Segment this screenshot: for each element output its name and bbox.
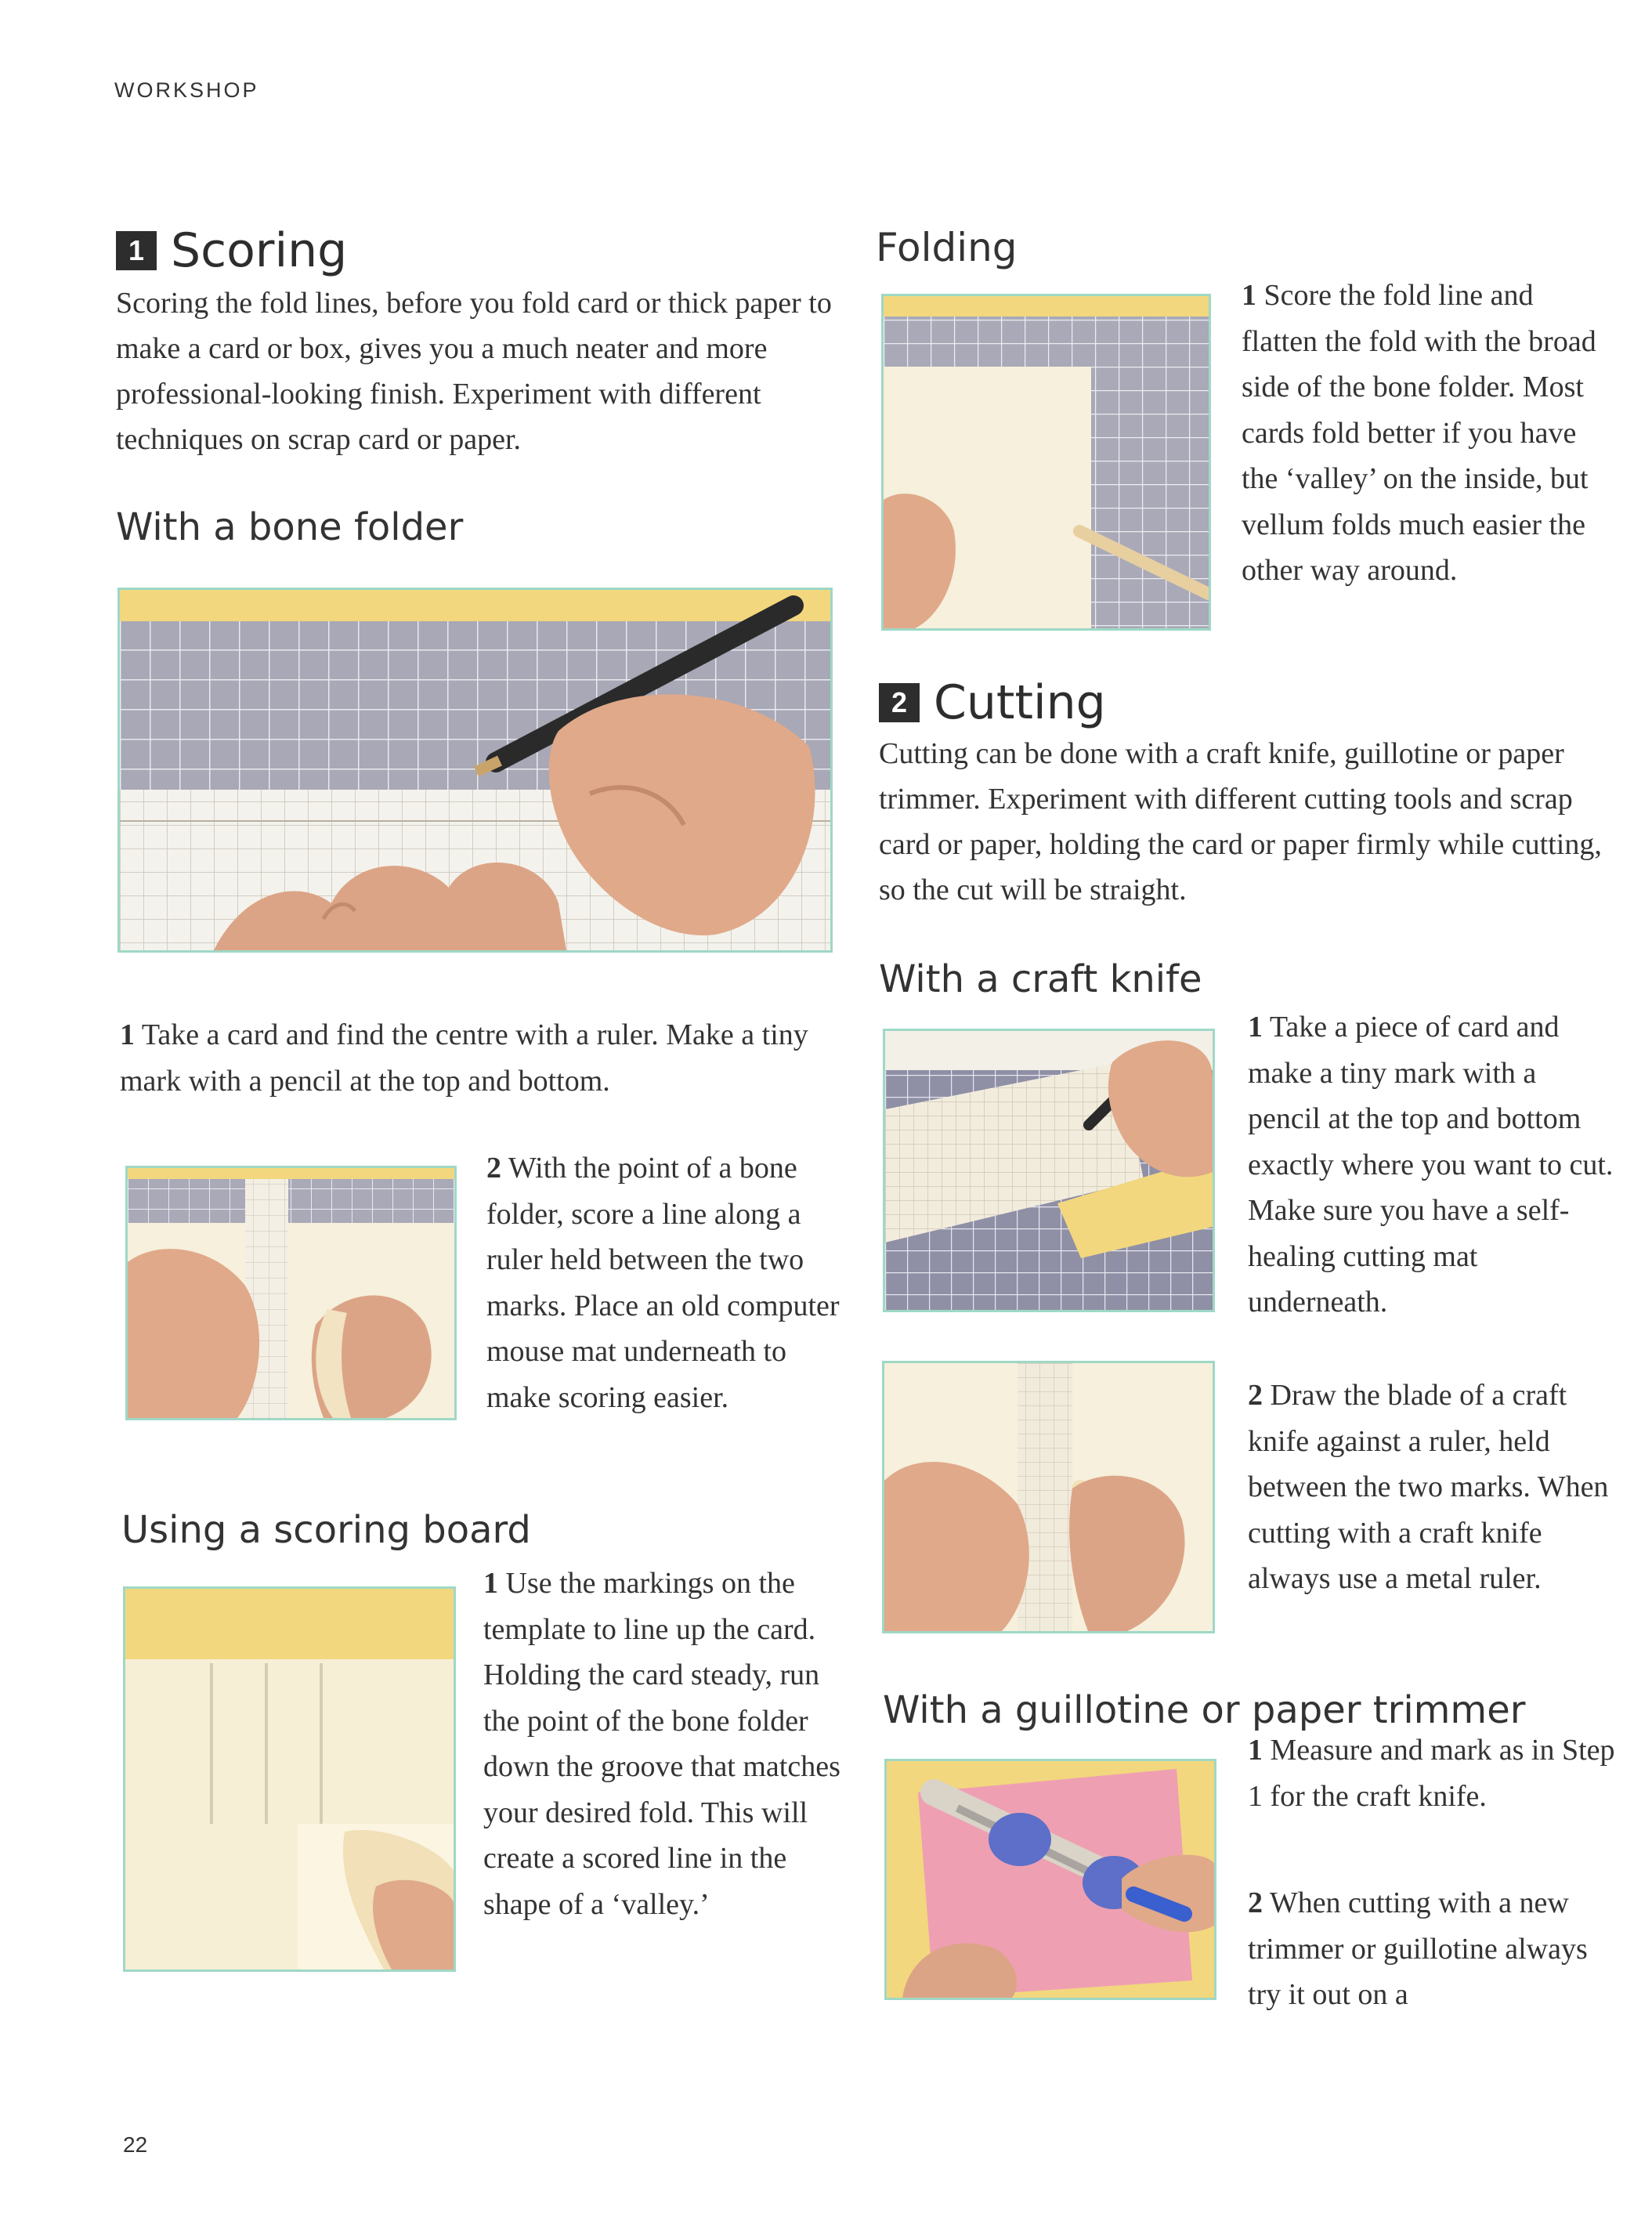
craft-knife-title: With a craft knife [879, 957, 1202, 1001]
section-kicker: WORKSHOP [114, 78, 259, 102]
scoring-intro: Scoring the fold lines, before you fold card or thick paper to make a card or box, gives you a much neater and more professional-looking finish. Experiment with different techniques on scrap card or paper. [116, 287, 832, 456]
scoring-number-badge: 1 [116, 231, 157, 270]
cutting-heading [879, 675, 1106, 730]
craft-knife-step-1: 1 Take a piece of card and make a tiny mark with a pencil at the top and bottom exactly where you want to cut. Make sure you have a self-healing cutting mat underneath. [1248, 1011, 1614, 1318]
guillotine-title: With a guillotine or paper trimmer [883, 1688, 1526, 1732]
bone-folder-step-2: 2 With the point of a bone folder, score a line along a ruler held between the two marks. Place an old computer mouse mat underneath to make scoring easier. [486, 1152, 840, 1414]
cutting-title: Cutting [934, 675, 1106, 730]
folding-photo [881, 294, 1211, 631]
craft-knife-step-2: 2 Draw the blade of a craft knife against a ruler, held between the two marks. When cutting with a craft knife always use a metal ruler. [1248, 1379, 1609, 1595]
page-number: 22 [123, 2132, 148, 2157]
scoring-title: Scoring [171, 223, 348, 278]
cutting-intro: Cutting can be done with a craft knife, guillotine or paper trimmer. Experiment with different cutting tools and scrap card or paper, holding the card or paper firmly while cutting, so the cut will be straight. [879, 737, 1602, 906]
scoring-board-step-1: 1 Use the markings on the template to line up the card. Holding the card steady, run the point of the bone folder down the groove that matches your desired fold. This will create a scored line in the shape of a ‘valley.’ [483, 1567, 840, 1921]
guillotine-step-2: 2 When cutting with a new trimmer or guillotine always try it out on a [1248, 1886, 1588, 2011]
bone-folder-title: With a bone folder [116, 505, 464, 549]
bone-folder-photo [117, 588, 833, 953]
scoring-board-photo [123, 1586, 456, 1972]
folding-title: Folding [876, 225, 1018, 270]
score-line-photo [125, 1166, 457, 1420]
scoring-heading [116, 223, 347, 278]
craft-knife-cut-photo [882, 1361, 1215, 1633]
guillotine-photo [884, 1759, 1216, 2000]
guillotine-step-1: 1 Measure and mark as in Step 1 for the craft knife. [1248, 1734, 1615, 1813]
folding-step-1: 1 Score the fold line and flatten the fold with the broad side of the bone folder. Most cards fold better if you have the ‘valley’ on the inside, but vellum folds much easier the other way around. [1242, 279, 1596, 587]
bone-folder-step-1: 1 Take a card and find the centre with a ruler. Make a tiny mark with a pencil at the top and bottom. [120, 1018, 808, 1098]
craft-knife-mark-photo [883, 1029, 1215, 1312]
cutting-number-badge: 2 [879, 683, 920, 722]
scoring-board-title: Using a scoring board [121, 1508, 531, 1552]
